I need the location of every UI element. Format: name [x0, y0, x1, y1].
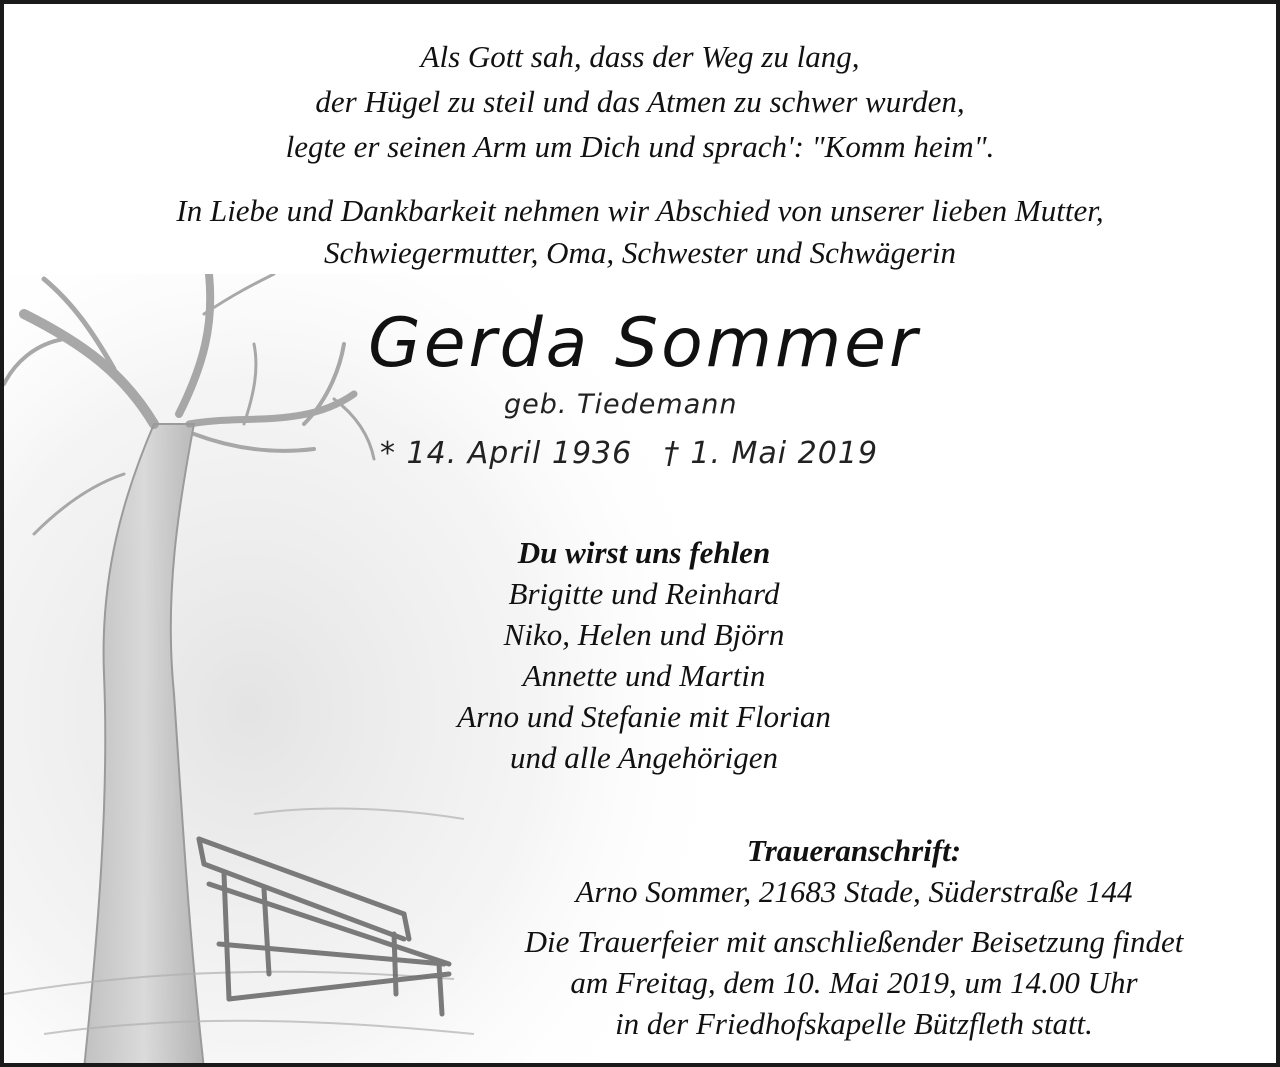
mourner-line: Niko, Helen und Björn [503, 617, 785, 652]
verse-line: der Hügel zu steil und das Atmen zu schwer wurden, [315, 84, 965, 119]
funeral-block [494, 921, 1214, 1044]
mourner-line: Annette und Martin [522, 658, 766, 693]
address-block [504, 830, 1204, 912]
intro-block [4, 190, 1276, 274]
deceased-name: Gerda Sommer [368, 304, 920, 383]
funeral-line: am Freitag, dem 10. Mai 2019, um 14.00 Uhr [570, 965, 1138, 1000]
verse-line: legte er seinen Arm um Dich und sprach': "Komm heim". [285, 129, 995, 164]
address-line: Arno Sommer, 21683 Stade, Süderstraße 144 [575, 874, 1133, 909]
life-dates: * 14. April 1936 † 1. Mai 2019 [380, 436, 879, 471]
verse-line: Als Gott sah, dass der Weg zu lang, [420, 39, 860, 74]
funeral-line: in der Friedhofskapelle Bützfleth statt. [615, 1006, 1093, 1041]
mourner-line: Brigitte und Reinhard [508, 576, 780, 611]
intro-line: In Liebe und Dankbarkeit nehmen wir Abschied von unserer lieben Mutter, [176, 193, 1104, 228]
verse-block [4, 34, 1276, 169]
address-heading: Traueranschrift: [746, 833, 962, 868]
mourners-heading: Du wirst uns fehlen [517, 535, 771, 570]
maiden-name: geb. Tiedemann [504, 389, 738, 420]
mourner-line: und alle Angehörigen [509, 740, 779, 775]
mourners-block [404, 532, 884, 778]
mourner-line: Arno und Stefanie mit Florian [457, 699, 831, 734]
funeral-line: Die Trauerfeier mit anschließender Beisetzung findet [524, 924, 1184, 959]
intro-line: Schwiegermutter, Oma, Schwester und Schwägerin [324, 235, 956, 270]
